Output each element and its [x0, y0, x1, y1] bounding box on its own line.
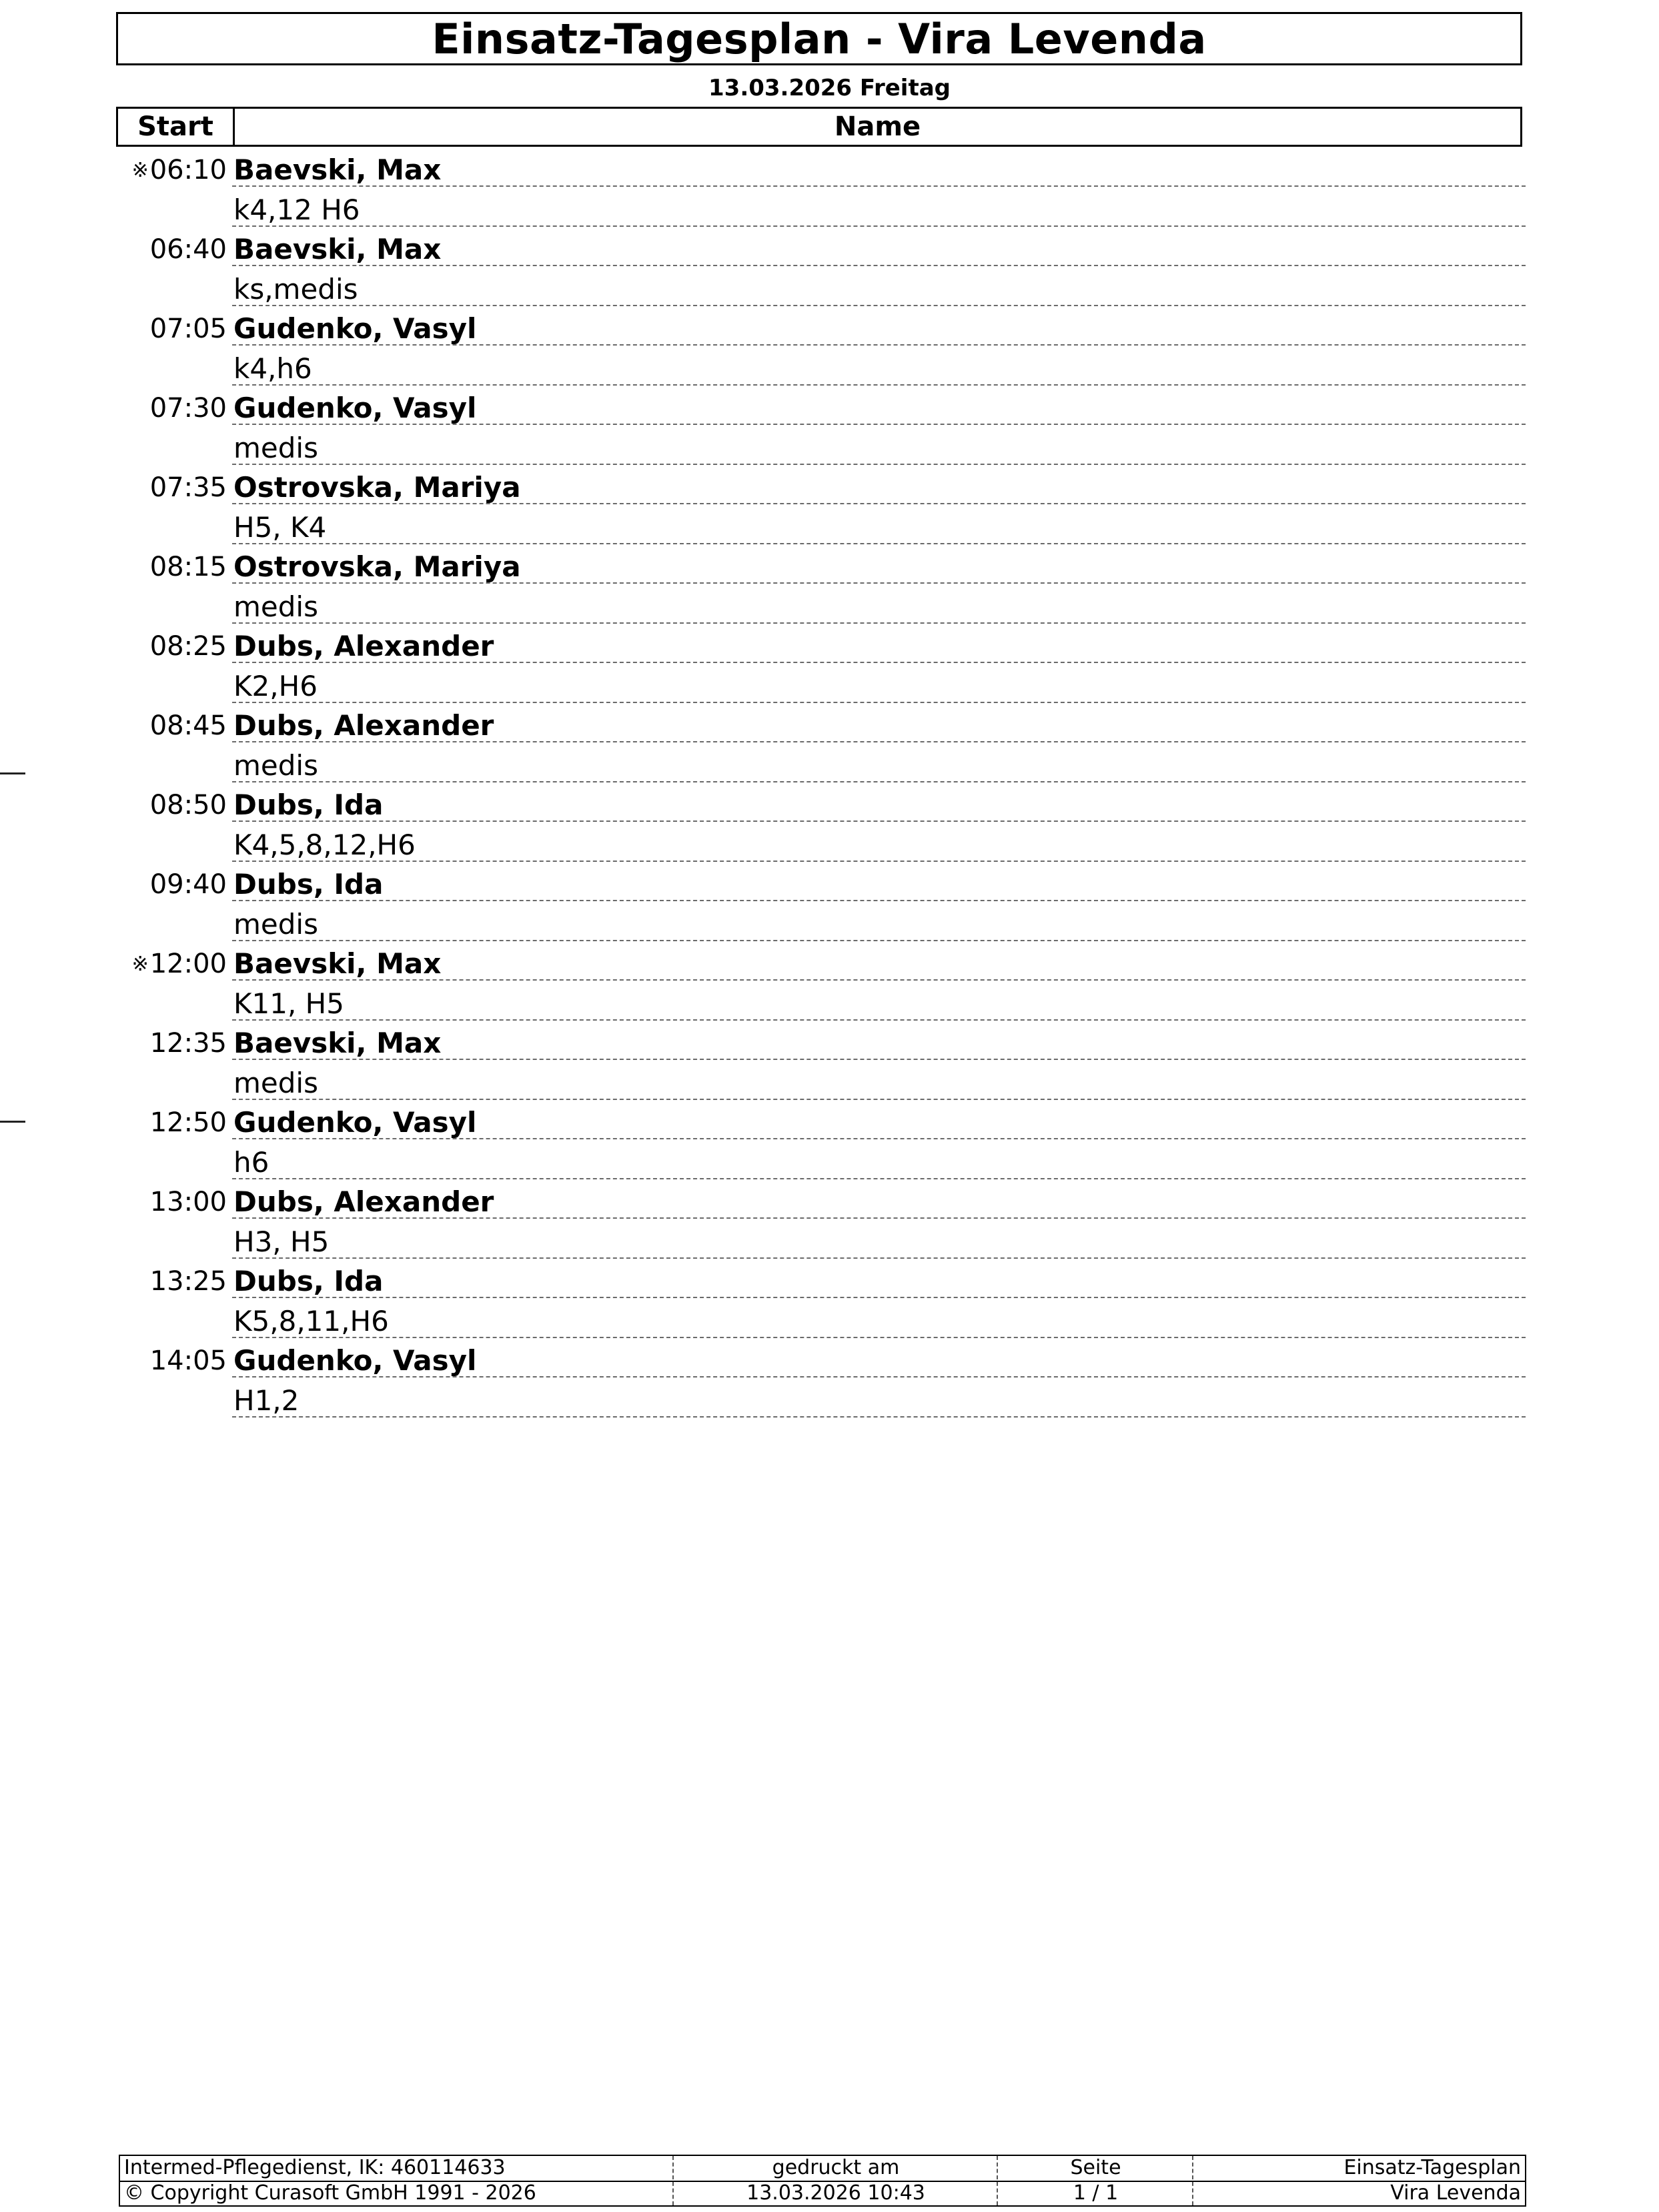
- entry-time-value: 12:00: [149, 949, 227, 979]
- entry-services: medis: [233, 908, 318, 941]
- schedule-entry: [0, 704, 1659, 783]
- entry-services: medis: [233, 1067, 318, 1099]
- schedule-entry: [0, 1101, 1659, 1180]
- entry-services: medis: [233, 749, 318, 782]
- entry-time: [150, 710, 227, 741]
- entry-time-value: 13:25: [149, 1266, 227, 1297]
- row-rule: [232, 543, 1526, 544]
- schedule-entry: [0, 783, 1659, 863]
- row-rule: [232, 861, 1526, 862]
- entry-time: [150, 1107, 227, 1138]
- entry-name: Dubs, Alexander: [233, 709, 494, 742]
- entry-name: Dubs, Ida: [233, 868, 384, 901]
- row-rule: [232, 344, 1526, 346]
- footer-doc-cell: [1192, 2156, 1525, 2205]
- row-rule: [232, 741, 1526, 742]
- entry-name: Baevski, Max: [233, 233, 442, 265]
- row-rule: [232, 702, 1526, 703]
- row-rule: [232, 1217, 1526, 1219]
- entry-time: [132, 155, 227, 185]
- entry-name: Dubs, Alexander: [233, 630, 494, 662]
- row-rule: [232, 1297, 1526, 1298]
- page-footer: [119, 2155, 1526, 2207]
- entry-time: [150, 1266, 227, 1297]
- row-rule: [232, 1416, 1526, 1418]
- entry-services: K11, H5: [233, 987, 344, 1020]
- row-rule: [232, 662, 1526, 663]
- entry-services: medis: [233, 590, 318, 623]
- entry-name: Ostrovska, Mariya: [233, 471, 521, 504]
- entry-services: H1,2: [233, 1384, 300, 1417]
- tour-start-marker-icon: ※: [131, 952, 147, 976]
- schedule-entry: [0, 942, 1659, 1021]
- row-rule: [232, 900, 1526, 901]
- schedule-entry: [0, 227, 1659, 307]
- footer-client: Vira Levenda: [1390, 2181, 1521, 2205]
- entry-time-value: 07:35: [149, 472, 227, 503]
- entry-services: H5, K4: [233, 511, 327, 544]
- column-header-start: Start: [118, 109, 235, 145]
- entry-services: k4,h6: [233, 352, 312, 385]
- entry-time: [150, 314, 227, 344]
- row-rule: [232, 225, 1526, 227]
- entry-name: Baevski, Max: [233, 1027, 442, 1059]
- entry-time-value: 08:45: [149, 710, 227, 741]
- punch-mark: [0, 1121, 25, 1123]
- row-rule: [232, 940, 1526, 941]
- schedule-entry: [0, 624, 1659, 704]
- row-rule: [232, 1099, 1526, 1100]
- schedule-entry: [0, 466, 1659, 545]
- footer-doc-type: Einsatz-Tagesplan: [1343, 2156, 1521, 2179]
- entry-time: [150, 393, 227, 424]
- row-rule: [232, 503, 1526, 504]
- entries-list: [0, 148, 1659, 1418]
- entry-time: [150, 790, 227, 820]
- row-rule: [232, 781, 1526, 782]
- schedule-entry: [0, 863, 1659, 942]
- footer-copyright: © Copyright Curasoft GmbH 1991 - 2026: [124, 2181, 536, 2205]
- entry-services: K4,5,8,12,H6: [233, 828, 416, 861]
- entry-time: [150, 1345, 227, 1376]
- entry-name: Baevski, Max: [233, 947, 442, 980]
- entry-time-value: 08:25: [149, 631, 227, 662]
- entry-services: k4,12 H6: [233, 193, 360, 226]
- entry-time: [150, 631, 227, 662]
- row-rule: [232, 979, 1526, 981]
- footer-page-cell: [997, 2156, 1193, 2205]
- entry-services: h6: [233, 1146, 269, 1179]
- entry-time-value: 13:00: [149, 1187, 227, 1217]
- footer-company: Intermed-Pflegedienst, IK: 460114633: [124, 2156, 506, 2179]
- schedule-entry: [0, 1021, 1659, 1101]
- row-rule: [232, 1257, 1526, 1259]
- entry-time-value: 08:15: [149, 552, 227, 582]
- footer-printed-cell: [672, 2156, 998, 2205]
- entry-services: K5,8,11,H6: [233, 1305, 389, 1337]
- entry-name: Gudenko, Vasyl: [233, 392, 477, 424]
- table-header: [116, 107, 1522, 147]
- entry-time-value: 08:50: [149, 790, 227, 820]
- entry-time: [150, 472, 227, 503]
- footer-printed-label: gedruckt am: [772, 2156, 900, 2179]
- entry-name: Ostrovska, Mariya: [233, 550, 521, 583]
- row-rule: [232, 305, 1526, 306]
- footer-printed-value: 13.03.2026 10:43: [746, 2181, 925, 2205]
- row-rule: [232, 384, 1526, 386]
- row-rule: [232, 424, 1526, 425]
- row-rule: [232, 185, 1526, 187]
- row-rule: [232, 1178, 1526, 1179]
- footer-page-label: Seite: [1070, 2156, 1121, 2179]
- punch-mark: [0, 772, 25, 774]
- schedule-entry: [0, 1339, 1659, 1418]
- entry-time-value: 12:35: [149, 1028, 227, 1059]
- row-rule: [232, 1376, 1526, 1377]
- row-rule: [232, 820, 1526, 822]
- footer-company-cell: [120, 2156, 672, 2205]
- entry-time-value: 07:05: [149, 314, 227, 344]
- plan-date: 13.03.2026 Freitag: [708, 75, 951, 101]
- row-rule: [232, 622, 1526, 624]
- entry-name: Baevski, Max: [233, 153, 442, 186]
- row-rule: [232, 1138, 1526, 1139]
- entry-name: Dubs, Alexander: [233, 1185, 494, 1218]
- row-rule: [232, 1337, 1526, 1338]
- page-title: Einsatz-Tagesplan - Vira Levenda: [116, 12, 1522, 65]
- entry-time: [150, 552, 227, 582]
- entry-time: [150, 234, 227, 265]
- row-rule: [232, 265, 1526, 266]
- column-header-name: Name: [834, 111, 921, 142]
- entry-services: K2,H6: [233, 670, 318, 702]
- entry-name: Gudenko, Vasyl: [233, 312, 477, 345]
- entry-time: [150, 1028, 227, 1059]
- entry-time-value: 09:40: [149, 869, 227, 900]
- row-rule: [232, 1019, 1526, 1021]
- entry-time: [150, 1187, 227, 1217]
- entry-time-value: 07:30: [149, 393, 227, 424]
- schedule-entry: [0, 307, 1659, 386]
- schedule-entry: [0, 1259, 1659, 1339]
- entry-name: Dubs, Ida: [233, 788, 384, 821]
- tour-start-marker-icon: ※: [131, 158, 147, 182]
- schedule-entry: [0, 386, 1659, 466]
- entry-services: medis: [233, 432, 318, 464]
- entry-services: H3, H5: [233, 1225, 330, 1258]
- schedule-entry: [0, 1180, 1659, 1259]
- entry-services: ks,medis: [233, 273, 358, 306]
- entry-name: Gudenko, Vasyl: [233, 1106, 477, 1139]
- row-rule: [232, 582, 1526, 584]
- row-rule: [232, 464, 1526, 465]
- entry-name: Gudenko, Vasyl: [233, 1344, 477, 1377]
- entry-time-value: 12:50: [149, 1107, 227, 1138]
- entry-time-value: 06:40: [149, 234, 227, 265]
- entry-time-value: 06:10: [149, 155, 227, 185]
- entry-time: [132, 949, 227, 979]
- entry-time-value: 14:05: [149, 1345, 227, 1376]
- schedule-entry: [0, 148, 1659, 227]
- footer-page-value: 1 / 1: [1073, 2181, 1119, 2205]
- schedule-entry: [0, 545, 1659, 624]
- row-rule: [232, 1059, 1526, 1060]
- entry-time: [150, 869, 227, 900]
- entry-name: Dubs, Ida: [233, 1265, 384, 1297]
